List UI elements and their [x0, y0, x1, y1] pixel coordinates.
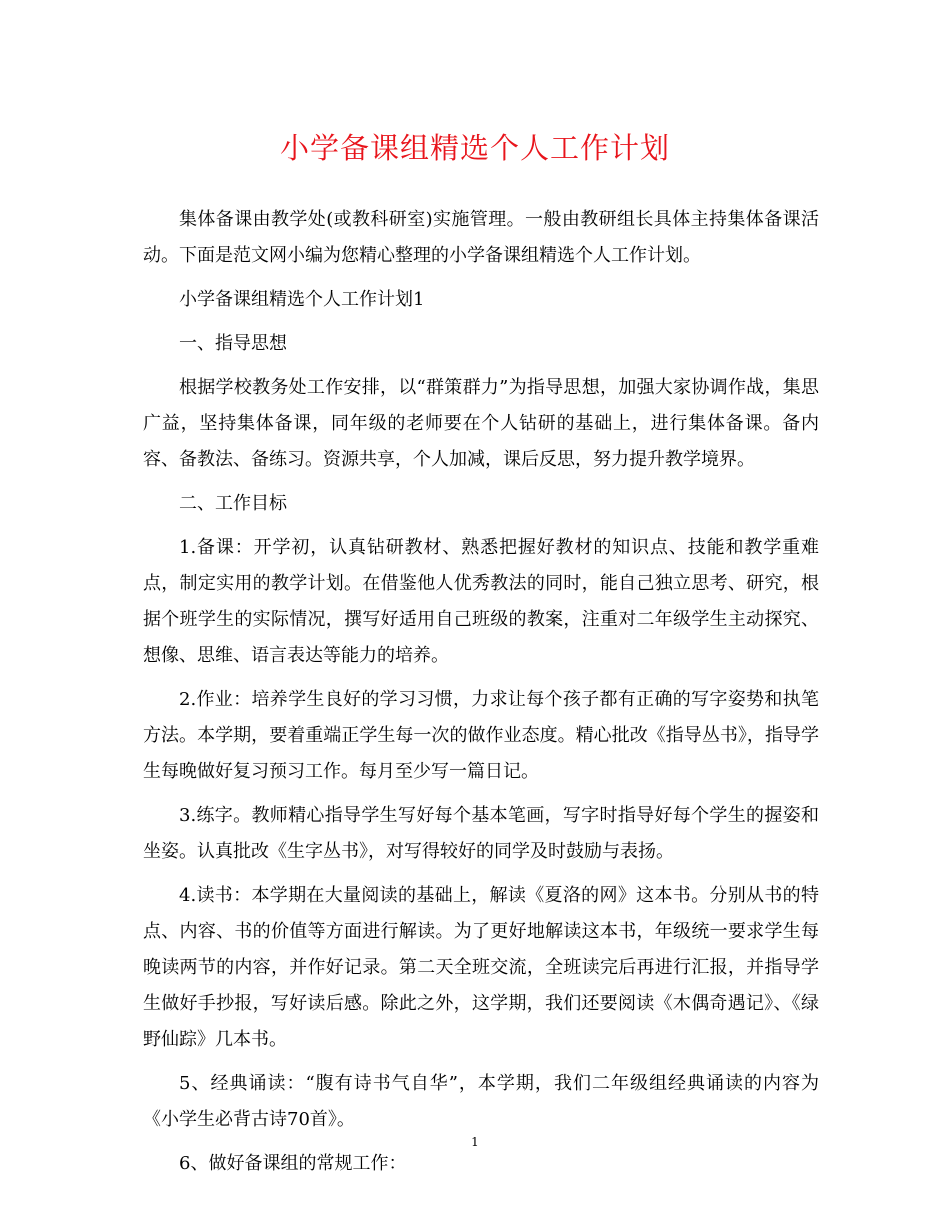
goal-classic-recitation: 5、经典诵读：“腹有诗书气自华”，本学期，我们二年级组经典诵读的内容为《小学生必背古诗70首》。 — [143, 1073, 819, 1130]
plan-subtitle: 小学备课组精选个人工作计划1 — [179, 289, 425, 310]
intro-paragraph: 集体备课由教学处(或教科研室)实施管理。一般由教研组长具体主持集体备课活动。下面是范文网小编为您精心整理的小学备课组精选个人工作计划。 — [143, 209, 819, 266]
goal-lesson-prep: 1.备课：开学初，认真钻研教材、熟悉把握好教材的知识点、技能和教学重难点，制定实用的教学计划。在借鉴他人优秀教法的同时，能自己独立思考、研究，根据个班学生的实际情况，撰写好适用自己班级的教案，注重对二年级学生主动探究、想像、思维、语言表达等能力的培养。 — [143, 537, 819, 666]
document-title: 小学备课组精选个人工作计划 — [279, 131, 670, 165]
goal-homework: 2.作业：培养学生良好的学习习惯，力求让每个孩子都有正确的写字姿势和执笔方法。本学期，要着重端正学生每一次的做作业态度。精心批改《指导丛书》，指导学生每晚做好复习预习工作。每月至少写一篇日记。 — [143, 689, 819, 782]
goal-routine-work: 6、做好备课组的常规工作： — [179, 1153, 407, 1174]
guiding-ideology-paragraph: 根据学校教务处工作安排，以“群策群力”为指导思想，加强大家协调作战，集思广益，坚持集体备课，同年级的老师要在个人钻研的基础上，进行集体备课。备内容、备教法、备练习。资源共享，个人加减，课后反思，努力提升教学境界。 — [143, 377, 819, 470]
goal-handwriting: 3.练字。教师精心指导学生写好每个基本笔画，写字时指导好每个学生的握姿和坐姿。认真批改《生字丛书》，对写得较好的同学及时鼓励与表扬。 — [143, 805, 819, 862]
page-number: 1 — [471, 1135, 479, 1149]
document-body — [143, 202, 819, 1190]
goal-reading: 4.读书：本学期在大量阅读的基础上，解读《夏洛的网》这本书。分别从书的特点、内容、书的价值等方面进行解读。为了更好地解读这本书，年级统一要求学生每晚读两节的内容，并作好记录。第二天全班交流，全班读完后再进行汇报，并指导学生做好手抄报，写好读后感。除此之外，这学期，我们还要阅读《木偶奇遇记》、《绿野仙踪》几本书。 — [143, 885, 819, 1050]
section-heading-work-goals: 二、工作目标 — [179, 493, 287, 514]
section-heading-guiding-ideology: 一、指导思想 — [179, 333, 287, 354]
